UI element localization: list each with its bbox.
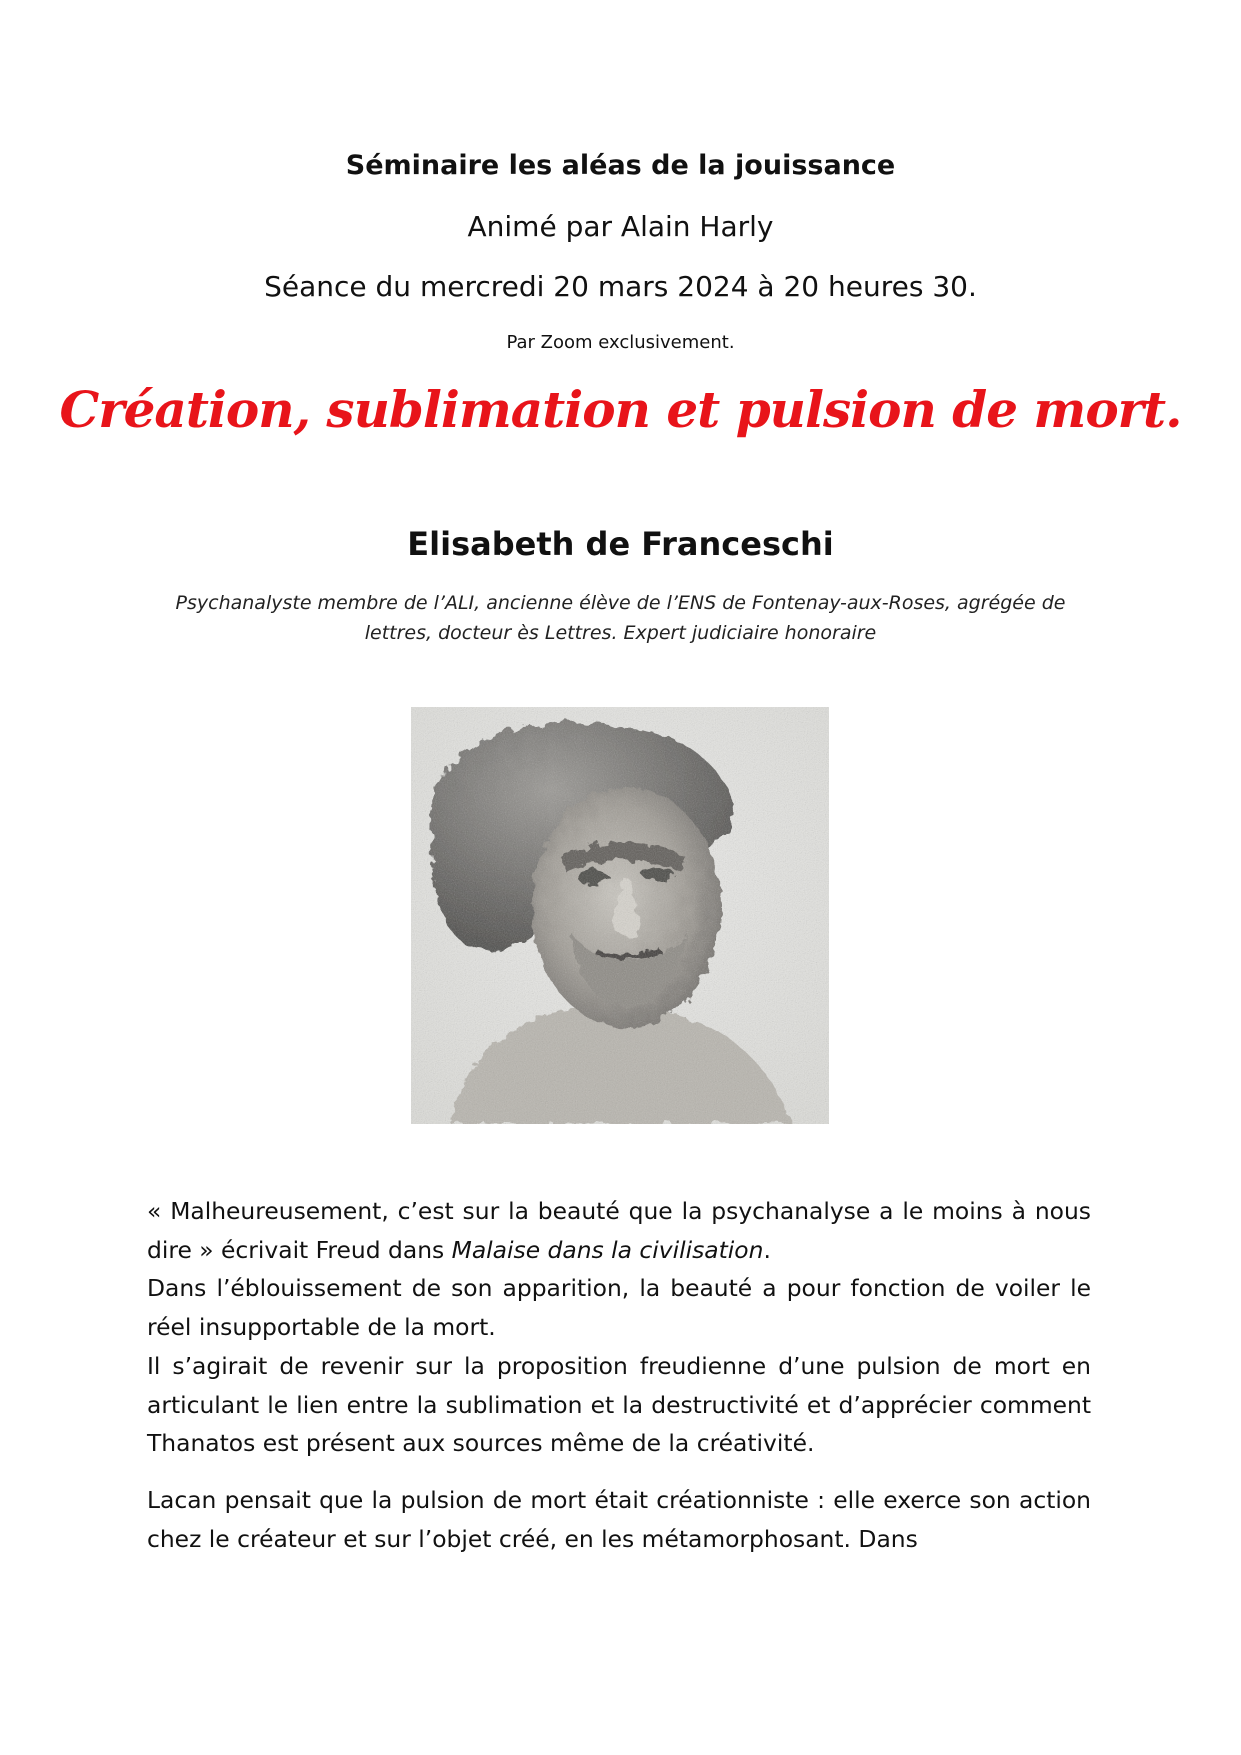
host-line: Animé par Alain Harly bbox=[467, 210, 774, 243]
beauty-sentence: Dans l’éblouissement de son apparition, la beauté a pour fonction de voiler le réel insupportable de la mort. bbox=[147, 1274, 1091, 1342]
body-paragraph-2: Lacan pensait que la pulsion de mort était créationniste : elle exerce son action chez le créateur et sur l’objet créé, en les métamorphosant. Dans bbox=[147, 1485, 1091, 1553]
zoom-note: Par Zoom exclusivement. bbox=[506, 332, 735, 353]
speaker-name: Elisabeth de Franceschi bbox=[407, 525, 834, 563]
freud-quote: « Malheureusement, c’est sur la beauté que la psychanalyse a le moins à nous dire » écrivait Freud dans bbox=[147, 1197, 1091, 1264]
seminar-title: Séminaire les aléas de la jouissance bbox=[345, 150, 896, 181]
body-paragraph-1 bbox=[147, 1192, 1091, 1463]
speaker-bio-line-2: lettres, docteur ès Lettres. Expert judiciaire honoraire bbox=[364, 622, 877, 644]
lecture-title: Création, sublimation et pulsion de mort. bbox=[59, 380, 1182, 439]
session-date-line: Séance du mercredi 20 mars 2024 à 20 heures 30. bbox=[264, 270, 977, 303]
speaker-bio-line-1: Psychanalyste membre de l’ALI, ancienne élève de l’ENS de Fontenay-aux-Roses, agrégée de bbox=[175, 592, 1066, 614]
sculpture-portrait-image bbox=[411, 707, 829, 1124]
quote-end: . bbox=[763, 1235, 771, 1264]
body-text bbox=[147, 1192, 1091, 1558]
speaker-bio bbox=[160, 588, 1081, 648]
book-title: Malaise dans la civilisation bbox=[451, 1235, 764, 1264]
proposal-sentence: Il s’agirait de revenir sur la proposition freudienne d’une pulsion de mort en articulant le lien entre la sublimation et la destructivité et d’apprécier comment Thanatos est présent aux sources même de la créativité. bbox=[147, 1351, 1091, 1458]
